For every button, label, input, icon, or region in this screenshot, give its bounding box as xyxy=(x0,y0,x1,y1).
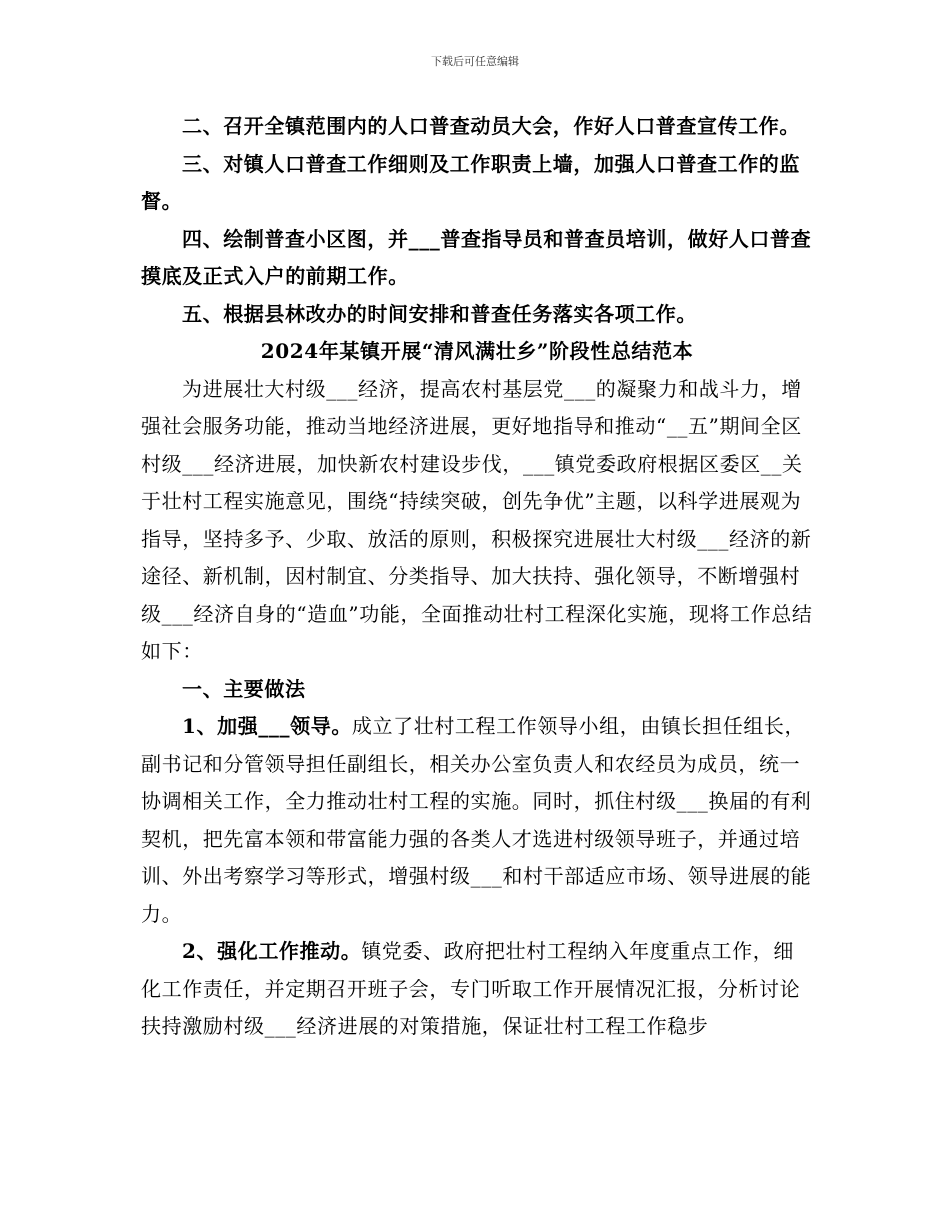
intro-paragraph: 为进展壮大村级___经济，提高农村基层党___的凝聚力和战斗力，增强社会服务功能，推动当地经济进展，更好地指导和推动“__五”期间全区村级___经济进展，加快新农村建设步伐，___镇党委政府根据区委区__关于壮村工程实施意见，围绕“持续突破，创先争优”主题，以科学进展观为指导，坚持多予、少取、放活的原则，积极探究进展壮大村级___经济的新途径、新机制，因村制宜、分类指导、加大扶持、强化领导，不断增强村级___经济自身的“造血”功能，全面推动壮村工程深化实施，现将工作总结如下： xyxy=(141,376,813,663)
list-item: 五、根据县林改办的时间安排和普查任务落实各项工作。 xyxy=(182,301,697,326)
item-heading: 2、强化工作推动。 xyxy=(182,939,362,963)
list-item: 二、召开全镇范围内的人口普查动员大会，作好人口普查宣传工作。 xyxy=(182,114,800,138)
list-item: 四、绘制普查小区图，并___普查指导员和普查员培训，做好人口普查摸底及正式入户的前期工作。 xyxy=(141,226,812,288)
list-item: 三、对镇人口普查工作细则及工作职责上墙，加强人口普查工作的监督。 xyxy=(141,151,800,213)
item-text: 镇党委、政府把壮村工程纳入年度重点工作，细化工作责任，并定期召开班子会，专门听取工作开展情况汇报，分析讨论扶持激励村级___经济进展的对策措施，保证壮村工程工作稳步 xyxy=(141,939,801,1038)
paragraph-item-2 xyxy=(141,933,813,1046)
item-heading: 1、加强___领导。 xyxy=(182,714,352,738)
item-text: 成立了壮村工程工作领导小组，由镇长担任组长，副书记和分管领导担任副组长，相关办公室负责人和农经员为成员，统一协调相关工作，全力推动壮村工程的实施。同时，抓住村级___换届的有利契机，把先富本领和带富能力强的各类人才选进村级领导班子，并通过培训、外出考察学习等形式，增强村级___和村干部适应市场、领导进展的能力。 xyxy=(141,714,812,926)
document-title: 2024年某镇开展“清风满壮乡”阶段性总结范本 xyxy=(260,339,694,363)
section-heading: 一、主要做法 xyxy=(182,676,306,701)
paragraph-item-1 xyxy=(141,708,813,933)
page-header: 下载后可任意编辑 xyxy=(431,55,519,68)
document-body xyxy=(141,108,813,1046)
